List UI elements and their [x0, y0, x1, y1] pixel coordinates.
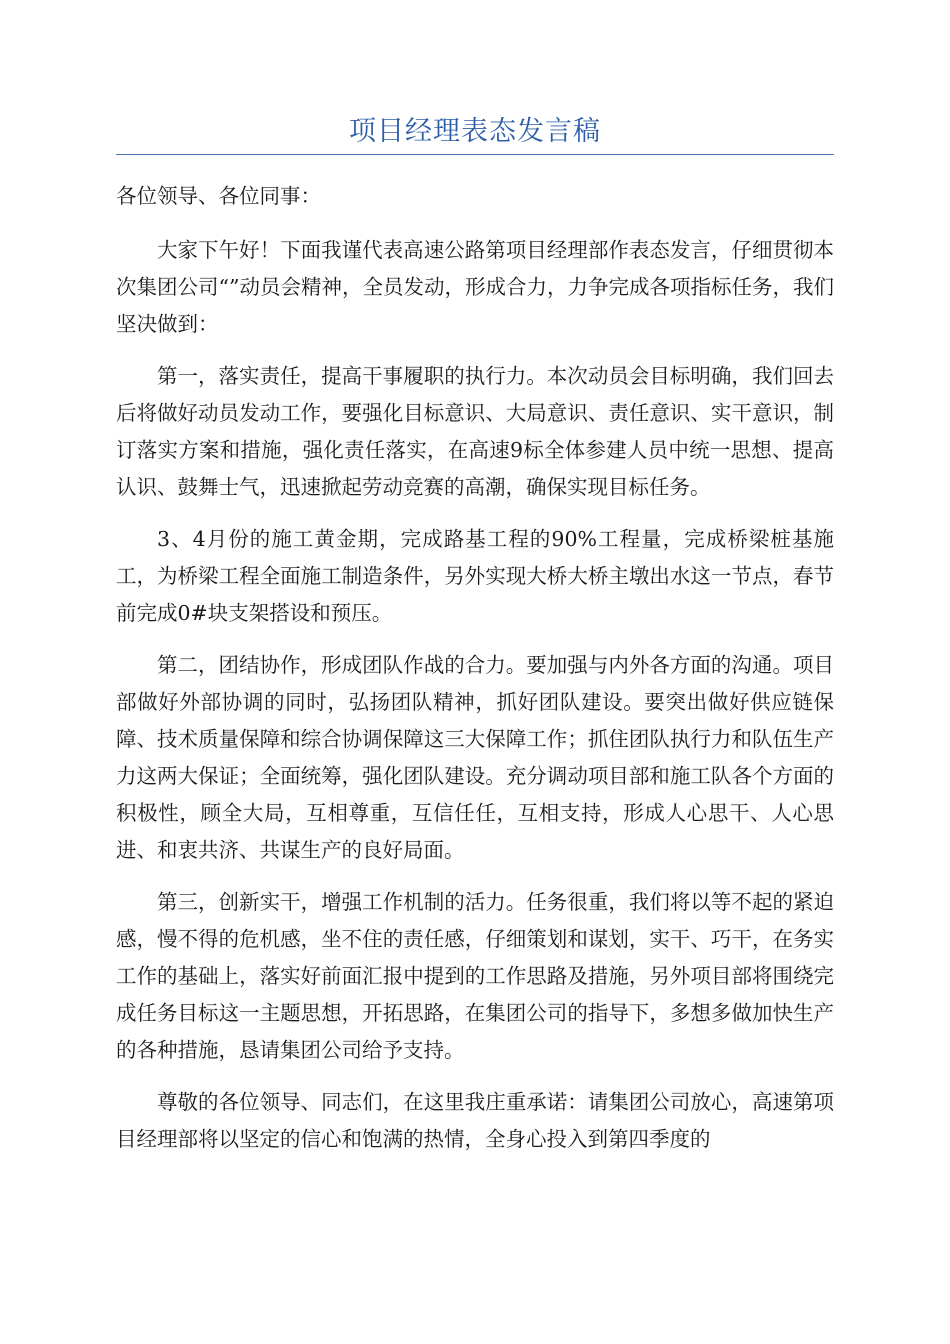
paragraph-pledge: 尊敬的各位领导、同志们，在这里我庄重承诺：请集团公司放心，高速第项目经理部将以坚定的信心和饱满的热情，全身心投入到第四季度的 [116, 1090, 834, 1151]
document-title: 项目经理表态发言稿 [349, 116, 601, 147]
paragraph-second-point: 第二，团结协作，形成团队作战的合力。要加强与内外各方面的沟通。项目部做好外部协调的同时，弘扬团队精神，抓好团队建设。要突出做好供应链保障、技术质量保障和综合协调保障这三大保障工作；抓住团队执行力和队伍生产力这两大保证；全面统筹，强化团队建设。充分调动项目部和施工队各个方面的积极性，顾全大局，互相尊重，互信任任，互相支持，形成人心思干、人心思进、和衷共济、共谋生产的良好局面。 [116, 653, 834, 862]
paragraph-greeting: 大家下午好！下面我谨代表高速公路第项目经理部作表态发言，仔细贯彻本次集团公司“”动员会精神，全员发动，形成合力，力争完成各项指标任务，我们坚决做到： [116, 238, 834, 336]
paragraph-first-point: 第一，落实责任，提高干事履职的执行力。本次动员会目标明确，我们回去后将做好动员发动工作，要强化目标意识、大局意识、责任意识、实干意识，制订落实方案和措施，强化责任落实，在高速9标全体参建人员中统一思想、提高认识、鼓舞士气，迅速掀起劳动竞赛的高潮，确保实现目标任务。 [116, 364, 834, 499]
paragraph-targets: 3、4月份的施工黄金期，完成路基工程的90%工程量，完成桥梁桩基施工，为桥梁工程全面施工制造条件，另外实现大桥大桥主墩出水这一节点，春节前完成0#块支架搭设和预压。 [116, 527, 834, 625]
paragraph-third-point: 第三，创新实干，增强工作机制的活力。任务很重，我们将以等不起的紧迫感，慢不得的危机感，坐不住的责任感，仔细策划和谋划，实干、巧干，在务实工作的基础上，落实好前面汇报中提到的工作思路及措施，另外项目部将围绕完成任务目标这一主题思想，开拓思路，在集团公司的指导下，多想多做加快生产的各种措施，恳请集团公司给予支持。 [116, 890, 834, 1062]
title-underline [116, 154, 834, 155]
document-body [116, 178, 834, 1173]
salutation: 各位领导、各位同事： [116, 184, 321, 208]
